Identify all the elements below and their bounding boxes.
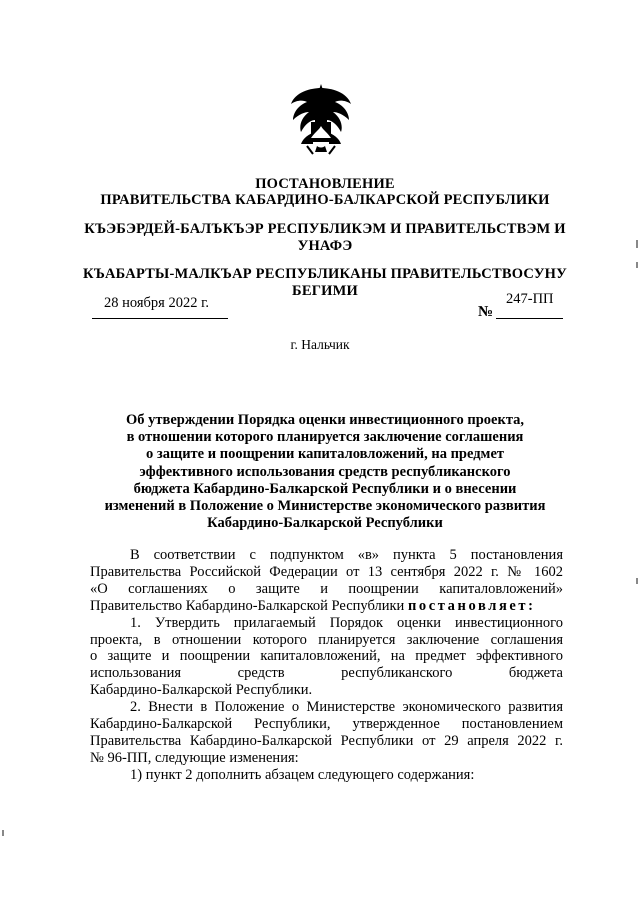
body-line: Кабардино-Балкарской Республики, утвержденное постановлением	[90, 716, 563, 733]
body-line: Правительства Российской Федерации от 13 сентября 2022 г. № 1602	[90, 563, 563, 580]
title-line: бюджета Кабардино-Балкарской Республики и о внесении	[133, 480, 517, 497]
body-line: 2. Внести в Положение о Министерстве экономического развития	[130, 699, 563, 716]
header-title: ПОСТАНОВЛЕНИЕ	[255, 176, 395, 192]
number-label: №	[478, 304, 494, 320]
header-government-kab-1: КЪЭБЭРДЕЙ-БАЛЪКЪЭР РЕСПУБЛИКЭМ И ПРАВИТЕЛЬСТВЭМ И	[84, 221, 566, 237]
body-line: 1) пункт 2 дополнить абзацем следующего содержания:	[130, 766, 475, 783]
document-body	[90, 547, 563, 784]
paragraph-subitem-1	[90, 767, 563, 784]
scan-edge-mark	[636, 578, 638, 584]
body-line: «О соглашениях о защите и поощрении капиталовложений»	[90, 580, 563, 597]
document-date: 28 ноября 2022 г.	[104, 295, 210, 311]
document-city: г. Нальчик	[290, 337, 350, 352]
document-number: 247-ПП	[506, 291, 554, 307]
body-line: Кабардино-Балкарской Республики.	[90, 682, 313, 699]
coat-of-arms-emblem	[289, 82, 353, 156]
header-government-bal-1: КЪАБАРТЫ-МАЛКЪАР РЕСПУБЛИКАНЫ ПРАВИТЕЛЬСТВОСУНУ	[83, 266, 567, 282]
number-underline	[496, 318, 563, 319]
title-line: эффективного использования средств республиканского	[139, 463, 511, 480]
document-title	[70, 412, 580, 532]
body-line-text: Правительство Кабардино-Балкарской Республики	[90, 597, 405, 614]
paragraph-item-1	[90, 615, 563, 700]
header-government-bal-2: БЕГИМИ	[292, 283, 358, 299]
body-line: о защите и поощрении капиталовложений, на предмет эффективного	[90, 648, 563, 665]
paragraph-preamble	[90, 547, 563, 615]
scan-edge-mark	[2, 830, 4, 836]
date-underline	[92, 318, 228, 319]
scan-edge-mark	[636, 240, 638, 248]
header-government-kab-2: УНАФЭ	[297, 238, 353, 254]
title-line: в отношении которого планируется заключение соглашения	[126, 429, 524, 446]
body-line: Правительства Кабардино-Балкарской Республики от 29 апреля 2022 г.	[90, 732, 563, 749]
body-line	[90, 598, 563, 615]
body-line: использования средств республиканского бюджета	[90, 665, 563, 682]
title-line: Кабардино-Балкарской Республики	[207, 515, 443, 532]
body-line: проекта, в отношении которого планируется заключение соглашения	[90, 631, 563, 648]
body-line: В соответствии с подпунктом «в» пункта 5 постановления	[130, 547, 563, 563]
title-line: о защите и поощрении капиталовложений, на предмет	[146, 446, 504, 463]
title-line: изменений в Положение о Министерстве экономического развития	[104, 498, 546, 515]
body-line: № 96-ПП, следующие изменения:	[90, 749, 299, 766]
scan-edge-mark	[636, 262, 638, 268]
title-line: Об утверждении Порядка оценки инвестиционного проекта,	[125, 412, 525, 428]
paragraph-item-2	[90, 699, 563, 767]
resolves-emphasis: постановляет:	[407, 597, 536, 614]
header-government-ru: ПРАВИТЕЛЬСТВА КАБАРДИНО-БАЛКАРСКОЙ РЕСПУБЛИКИ	[100, 192, 550, 208]
body-line: 1. Утвердить прилагаемый Порядок оценки инвестиционного	[130, 614, 563, 631]
